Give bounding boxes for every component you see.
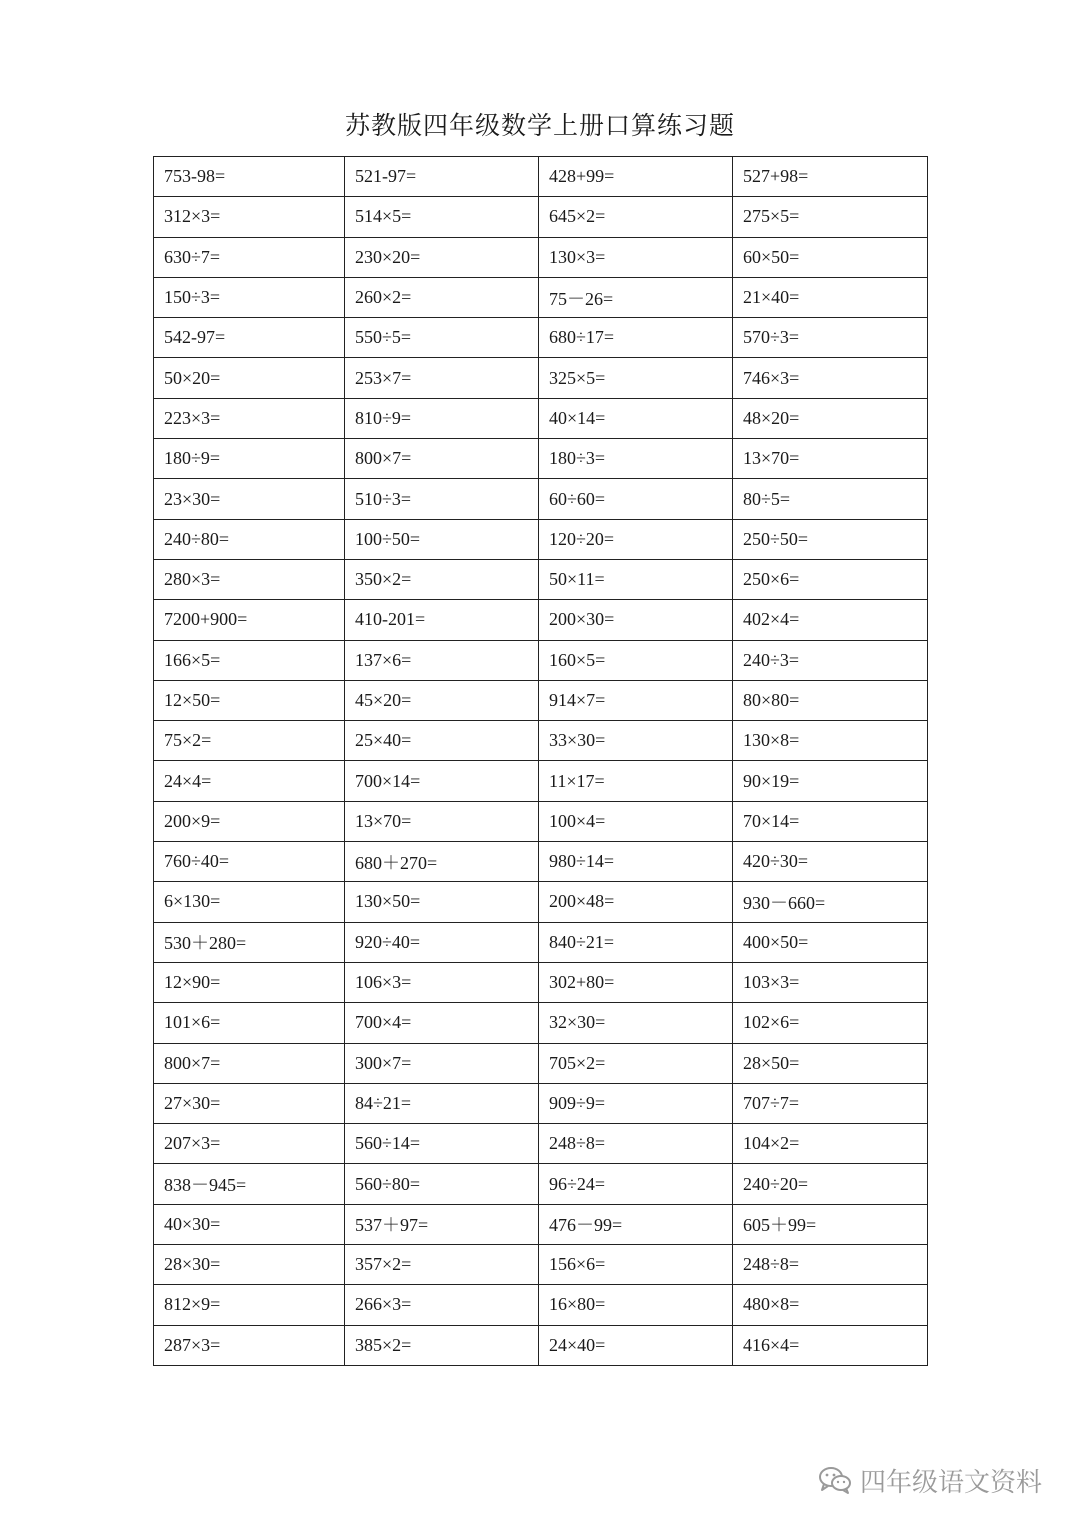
table-row <box>154 439 928 479</box>
problem-cell: 930－660= <box>733 882 928 922</box>
problem-cell: 250×6= <box>733 559 928 599</box>
table-row <box>154 318 928 358</box>
table-row <box>154 1245 928 1285</box>
problem-cell: 12×90= <box>154 962 345 1002</box>
problem-cell: 11×17= <box>539 761 733 801</box>
problem-cell: 420÷30= <box>733 842 928 882</box>
problem-cell: 180÷9= <box>154 439 345 479</box>
table-row <box>154 1083 928 1123</box>
problem-cell: 50×11= <box>539 559 733 599</box>
problem-cell: 760÷40= <box>154 842 345 882</box>
problem-cell: 402×4= <box>733 600 928 640</box>
problem-cell: 840÷21= <box>539 922 733 962</box>
problem-cell: 260×2= <box>345 277 539 317</box>
problem-cell: 753-98= <box>154 157 345 197</box>
problem-cell: 24×40= <box>539 1325 733 1365</box>
problem-cell: 96÷24= <box>539 1164 733 1204</box>
problem-cell: 920÷40= <box>345 922 539 962</box>
problem-cell: 630÷7= <box>154 237 345 277</box>
problem-cell: 25×40= <box>345 721 539 761</box>
problem-cell: 248÷8= <box>539 1124 733 1164</box>
problem-cell: 75×2= <box>154 721 345 761</box>
problem-cell: 100×4= <box>539 801 733 841</box>
problem-cell: 253×7= <box>345 358 539 398</box>
table-row <box>154 680 928 720</box>
table-row <box>154 197 928 237</box>
table-row <box>154 922 928 962</box>
problem-cell: 240÷20= <box>733 1164 928 1204</box>
problem-cell: 248÷8= <box>733 1245 928 1285</box>
table-row <box>154 1003 928 1043</box>
table-row <box>154 721 928 761</box>
problem-cell: 150÷3= <box>154 277 345 317</box>
problem-cell: 27×30= <box>154 1083 345 1123</box>
problem-cell: 200×9= <box>154 801 345 841</box>
problem-cell: 80×80= <box>733 680 928 720</box>
problem-cell: 13×70= <box>345 801 539 841</box>
problem-cell: 28×50= <box>733 1043 928 1083</box>
problem-cell: 680÷17= <box>539 318 733 358</box>
table-row <box>154 640 928 680</box>
table-row <box>154 157 928 197</box>
table-row <box>154 600 928 640</box>
problem-cell: 130×8= <box>733 721 928 761</box>
problem-cell: 60×50= <box>733 237 928 277</box>
problem-cell: 120÷20= <box>539 519 733 559</box>
problem-cell: 48×20= <box>733 398 928 438</box>
problem-cell: 428+99= <box>539 157 733 197</box>
problem-cell: 357×2= <box>345 1245 539 1285</box>
problem-cell: 12×50= <box>154 680 345 720</box>
problem-cell: 480×8= <box>733 1285 928 1325</box>
problem-cell: 266×3= <box>345 1285 539 1325</box>
table-row <box>154 1043 928 1083</box>
table-row <box>154 882 928 922</box>
problem-cell: 605＋99= <box>733 1204 928 1244</box>
problem-cell: 166×5= <box>154 640 345 680</box>
problem-cell: 410-201= <box>345 600 539 640</box>
problem-cell: 312×3= <box>154 197 345 237</box>
problem-cell: 102×6= <box>733 1003 928 1043</box>
problem-cell: 400×50= <box>733 922 928 962</box>
problem-cell: 16×80= <box>539 1285 733 1325</box>
problem-cell: 230×20= <box>345 237 539 277</box>
problem-cell: 707÷7= <box>733 1083 928 1123</box>
problem-cell: 45×20= <box>345 680 539 720</box>
table-row <box>154 237 928 277</box>
problem-cell: 812×9= <box>154 1285 345 1325</box>
problem-cell: 40×30= <box>154 1204 345 1244</box>
problem-cell: 156×6= <box>539 1245 733 1285</box>
problem-cell: 700×14= <box>345 761 539 801</box>
problem-cell: 13×70= <box>733 439 928 479</box>
problem-cell: 90×19= <box>733 761 928 801</box>
problem-cell: 137×6= <box>345 640 539 680</box>
table-row <box>154 761 928 801</box>
problem-cell: 24×4= <box>154 761 345 801</box>
problem-cell: 103×3= <box>733 962 928 1002</box>
problem-cell: 275×5= <box>733 197 928 237</box>
problem-cell: 325×5= <box>539 358 733 398</box>
problem-cell: 980÷14= <box>539 842 733 882</box>
problem-cell: 350×2= <box>345 559 539 599</box>
problem-cell: 560÷80= <box>345 1164 539 1204</box>
problem-cell: 180÷3= <box>539 439 733 479</box>
problem-cell: 21×40= <box>733 277 928 317</box>
problem-cell: 476－99= <box>539 1204 733 1244</box>
wechat-icon <box>818 1465 852 1495</box>
table-row <box>154 1124 928 1164</box>
problem-cell: 560÷14= <box>345 1124 539 1164</box>
table-row <box>154 1285 928 1325</box>
problem-cell: 570÷3= <box>733 318 928 358</box>
problem-cell: 160×5= <box>539 640 733 680</box>
problem-cell: 537＋97= <box>345 1204 539 1244</box>
table-row <box>154 801 928 841</box>
problem-cell: 75－26= <box>539 277 733 317</box>
problem-cell: 300×7= <box>345 1043 539 1083</box>
problem-cell: 23×30= <box>154 479 345 519</box>
problem-cell: 705×2= <box>539 1043 733 1083</box>
problem-cell: 810÷9= <box>345 398 539 438</box>
problem-cell: 200×48= <box>539 882 733 922</box>
table-row <box>154 1164 928 1204</box>
problem-cell: 84÷21= <box>345 1083 539 1123</box>
problem-cell: 101×6= <box>154 1003 345 1043</box>
problem-cell: 240÷80= <box>154 519 345 559</box>
problem-cell: 838－945= <box>154 1164 345 1204</box>
table-row <box>154 277 928 317</box>
table-row <box>154 358 928 398</box>
problem-cell: 40×14= <box>539 398 733 438</box>
table-row <box>154 519 928 559</box>
problem-cell: 240÷3= <box>733 640 928 680</box>
problem-cell: 550÷5= <box>345 318 539 358</box>
problem-cell: 914×7= <box>539 680 733 720</box>
problem-cell: 514×5= <box>345 197 539 237</box>
problem-cell: 250÷50= <box>733 519 928 559</box>
watermark <box>818 1460 1042 1500</box>
problem-cell: 207×3= <box>154 1124 345 1164</box>
problem-cell: 28×30= <box>154 1245 345 1285</box>
watermark-text: 四年级语文资料 <box>860 1467 1043 1498</box>
problem-cell: 746×3= <box>733 358 928 398</box>
table-row <box>154 479 928 519</box>
problem-cell: 104×2= <box>733 1124 928 1164</box>
table-row <box>154 559 928 599</box>
problem-cell: 521-97= <box>345 157 539 197</box>
table-row <box>154 962 928 1002</box>
problem-cell: 527+98= <box>733 157 928 197</box>
problem-cell: 106×3= <box>345 962 539 1002</box>
problem-cell: 800×7= <box>345 439 539 479</box>
table-row <box>154 398 928 438</box>
problem-cell: 542-97= <box>154 318 345 358</box>
problem-cell: 32×30= <box>539 1003 733 1043</box>
problem-cell: 33×30= <box>539 721 733 761</box>
problem-cell: 70×14= <box>733 801 928 841</box>
problem-cell: 416×4= <box>733 1325 928 1365</box>
problem-cell: 130×3= <box>539 237 733 277</box>
problem-cell: 50×20= <box>154 358 345 398</box>
problem-cell: 100÷50= <box>345 519 539 559</box>
problem-cell: 280×3= <box>154 559 345 599</box>
problem-cell: 7200+900= <box>154 600 345 640</box>
problem-cell: 130×50= <box>345 882 539 922</box>
problem-cell: 530＋280= <box>154 922 345 962</box>
arithmetic-table <box>153 156 928 1366</box>
page-title: 苏教版四年级数学上册口算练习题 <box>344 111 735 140</box>
problem-cell: 60÷60= <box>539 479 733 519</box>
problem-cell: 287×3= <box>154 1325 345 1365</box>
problem-cell: 385×2= <box>345 1325 539 1365</box>
problem-cell: 223×3= <box>154 398 345 438</box>
problem-cell: 302+80= <box>539 962 733 1002</box>
problem-cell: 700×4= <box>345 1003 539 1043</box>
problem-cell: 800×7= <box>154 1043 345 1083</box>
problem-cell: 510÷3= <box>345 479 539 519</box>
problem-cell: 680＋270= <box>345 842 539 882</box>
problem-cell: 80÷5= <box>733 479 928 519</box>
table-row <box>154 842 928 882</box>
table-row <box>154 1204 928 1244</box>
problem-cell: 200×30= <box>539 600 733 640</box>
problem-cell: 6×130= <box>154 882 345 922</box>
table-row <box>154 1325 928 1365</box>
problem-cell: 645×2= <box>539 197 733 237</box>
problem-cell: 909÷9= <box>539 1083 733 1123</box>
